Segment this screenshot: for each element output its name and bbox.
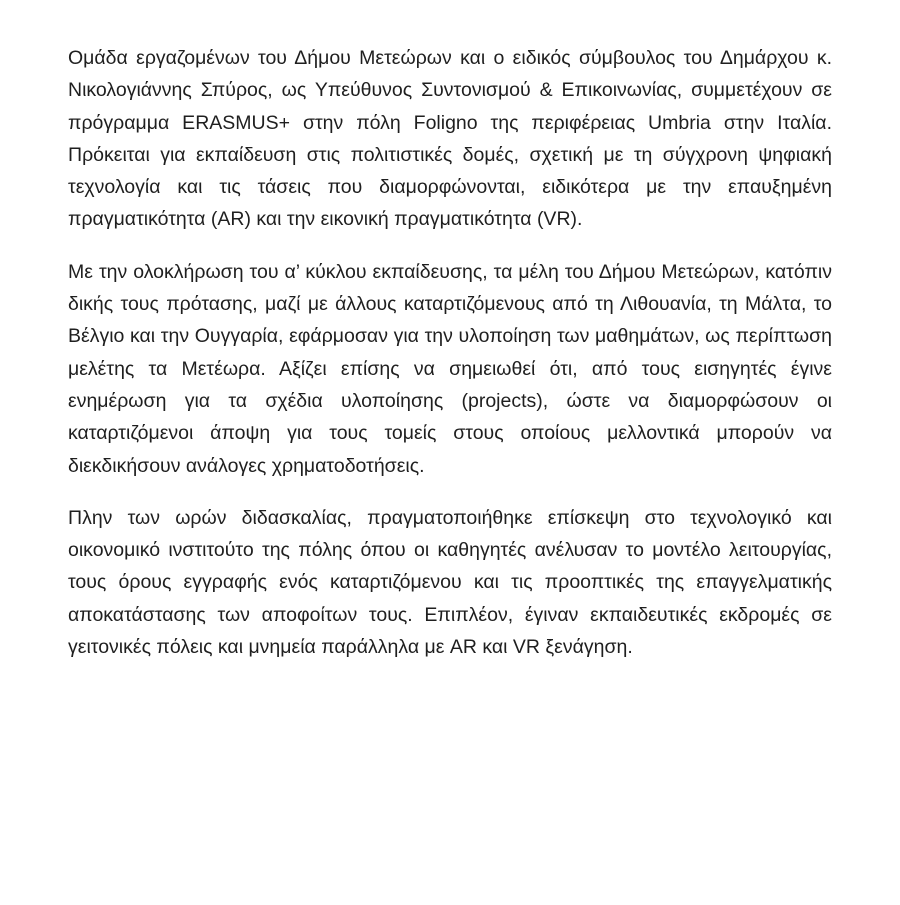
paragraph-3: Πλην των ωρών διδασκαλίας, πραγματοποιήθηκε επίσκεψη στο τεχνολογικό και οικονομικό ινστιτούτο της πόλης όπου οι καθηγητές ανέλυσαν το μοντέλο λειτουργίας, τους όρους εγγραφής ενός καταρτιζόμενου και τις προοπτικές της επαγγελματικής αποκατάστασης των αποφοίτων τους. Επιπλέον, έγιναν εκπαιδευτικές εκδρομές σε γειτονικές πόλεις και μνημεία παράλληλα με AR και VR ξενάγηση. [68, 506, 832, 659]
paragraph-1: Ομάδα εργαζομένων του Δήμου Μετεώρων και ο ειδικός σύμβουλος του Δημάρχου κ. Νικολογιάννης Σπύρος, ως Υπεύθυνος Συντονισμού & Επικοινωνίας, συμμετέχουν σε πρόγραμμα ERASMUS+ στην πόλη Foligno της περιφέρειας Umbria στην Ιταλία. Πρόκειται για εκπαίδευση στις πολιτιστικές δομές, σχετική με τη σύγχρονη ψηφιακή τεχνολογία και τις τάσεις που διαμορφώνονται, ειδικότερα με την επαυξημένη πραγματικότητα (AR) και την εικονική πραγματικότητα (VR). [68, 47, 832, 231]
paragraph-2: Με την ολοκλήρωση του α’ κύκλου εκπαίδευσης, τα μέλη του Δήμου Μετεώρων, κατόπιν δικής τους πρότασης, μαζί με άλλους καταρτιζόμενους από τη Λιθουανία, τη Μάλτα, το Βέλγιο και την Ουγγαρία, εφάρμοσαν για την υλοποίηση των μαθημάτων, ως περίπτωση μελέτης τα Μετέωρα. Αξίζει επίσης να σημειωθεί ότι, από τους εισηγητές έγινε ενημέρωση για τα σχέδια υλοποίησης (projects), ώστε να διαμορφώσουν οι καταρτιζόμενοι άποψη για τους τομείς στους οποίους μελλοντικά μπορούν να διεκδικήσουν ανάλογες χρηματοδοτήσεις. [68, 260, 832, 477]
document-body [68, 42, 832, 683]
